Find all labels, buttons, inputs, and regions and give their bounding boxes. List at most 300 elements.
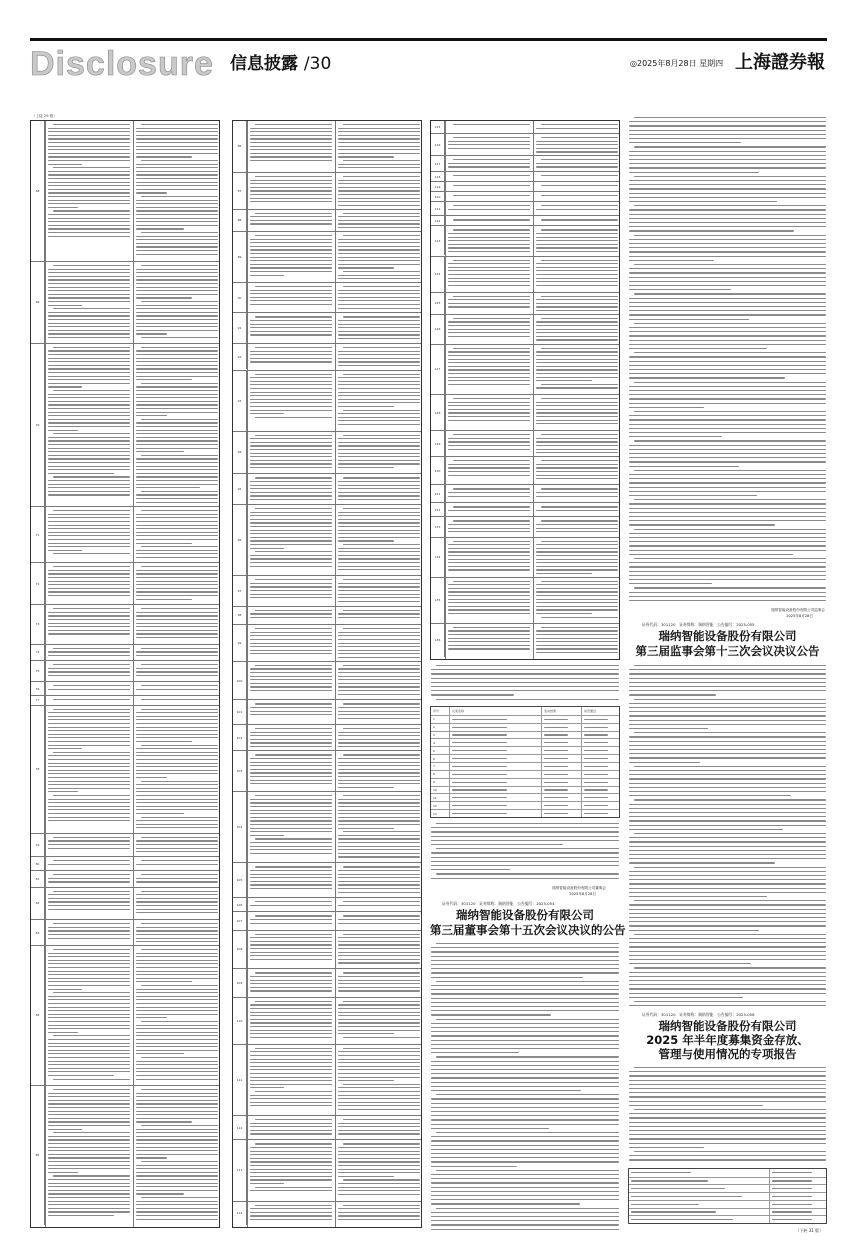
- text-line: [48, 626, 130, 627]
- text-line: [136, 651, 218, 652]
- text-line: [338, 765, 420, 766]
- text-line: [136, 840, 218, 841]
- text-line: [343, 728, 420, 729]
- table-cell: 是否通过: [581, 707, 621, 715]
- text-line: [136, 581, 218, 582]
- text-line: [629, 745, 826, 746]
- table-cell: [581, 771, 621, 778]
- text-line: [629, 711, 826, 712]
- text-line: [250, 806, 332, 807]
- text-line: [338, 1033, 394, 1034]
- text-line: [338, 990, 420, 991]
- text-line: [338, 769, 420, 770]
- text-line: [48, 770, 130, 771]
- text-line: [431, 682, 619, 683]
- text-line: [536, 362, 618, 363]
- text-line: [250, 194, 332, 195]
- text-line: [136, 535, 218, 536]
- text-line: [48, 1136, 130, 1137]
- text-line: [452, 766, 507, 767]
- text-line: [255, 347, 332, 348]
- text-line: [544, 782, 568, 783]
- text-line: [584, 742, 608, 743]
- text-line: [338, 672, 420, 673]
- text-line: [136, 553, 218, 554]
- text-line: [448, 471, 530, 472]
- text-line: [338, 1190, 420, 1191]
- text-line: [48, 333, 130, 334]
- text-line: [136, 550, 218, 551]
- text-line: [48, 1172, 78, 1173]
- text-line: [448, 332, 530, 333]
- original-clause-cell: [249, 702, 333, 721]
- table-cell: [581, 794, 621, 801]
- text-line: [338, 1062, 420, 1063]
- text-line: [48, 494, 130, 495]
- text-line: [250, 597, 332, 598]
- table-header-row: [431, 707, 619, 715]
- text-line: [48, 1211, 130, 1212]
- text-line: [48, 525, 130, 526]
- text-line: [629, 963, 751, 964]
- text-line: [136, 469, 218, 470]
- text-line: [338, 780, 420, 781]
- notice-body-text: [430, 942, 620, 1232]
- text-line: [136, 372, 218, 373]
- text-line: [431, 869, 510, 870]
- revised-clause-cell: [337, 578, 421, 604]
- original-clause-cell: [447, 580, 531, 621]
- text-line: [250, 460, 332, 461]
- table-row: [31, 562, 219, 604]
- text-line: [338, 1215, 420, 1216]
- text-line: [536, 151, 618, 152]
- text-line: [338, 463, 420, 464]
- text-line: [431, 1229, 619, 1230]
- text-line: [136, 458, 218, 459]
- text-line: [141, 709, 218, 710]
- text-line: [136, 131, 218, 132]
- text-line: [136, 981, 192, 982]
- text-line: [136, 1050, 218, 1051]
- text-line: [629, 436, 722, 437]
- text-line: [48, 755, 130, 756]
- text-line: [136, 1165, 218, 1166]
- original-clause-cell: [249, 609, 333, 622]
- text-line: [250, 762, 332, 763]
- table-row: [31, 261, 219, 343]
- text-line: [536, 602, 618, 603]
- table-cell: [449, 755, 541, 762]
- text-line: [431, 1086, 619, 1087]
- text-line: [136, 623, 218, 624]
- text-line: [544, 742, 568, 743]
- text-line: [48, 595, 130, 596]
- revised-clause-cell: [135, 922, 219, 943]
- text-line: [536, 475, 618, 476]
- text-line: [48, 960, 130, 961]
- original-clause-cell: [47, 565, 131, 602]
- text-line: [541, 137, 618, 138]
- text-line: [431, 1048, 619, 1049]
- text-line: [629, 432, 826, 433]
- text-line: [48, 748, 82, 749]
- revised-clause-cell: [337, 727, 421, 748]
- table-row: [431, 762, 619, 770]
- table-cell: [449, 787, 541, 794]
- text-line: [448, 634, 530, 635]
- text-line: [141, 1125, 218, 1126]
- text-line: [338, 1059, 420, 1060]
- text-line: [431, 840, 619, 841]
- text-line: [544, 797, 568, 798]
- revised-clause-cell: [135, 948, 219, 1083]
- text-line: [431, 1220, 619, 1221]
- text-line: [338, 164, 420, 165]
- text-line: [250, 142, 332, 143]
- text-line: [48, 323, 130, 324]
- text-line: [338, 384, 420, 385]
- table-cell: [449, 739, 541, 746]
- row-number: 112: [233, 1116, 247, 1139]
- text-line: [250, 183, 332, 184]
- text-line: [629, 319, 749, 320]
- text-line: [629, 715, 826, 716]
- text-line: [136, 294, 218, 295]
- text-line: [629, 390, 826, 391]
- text-line: [629, 554, 793, 555]
- table-row: [31, 887, 219, 920]
- text-line: [48, 358, 130, 359]
- text-line: [250, 320, 332, 321]
- text-line: [536, 263, 618, 264]
- text-line: [48, 971, 130, 972]
- table-cell: 5: [433, 748, 435, 753]
- row-number: 95: [233, 474, 247, 504]
- original-clause-cell: [249, 1047, 333, 1113]
- original-clause-cell: [249, 212, 333, 229]
- text-line: [48, 1093, 130, 1094]
- text-line: [53, 265, 130, 266]
- text-line: [629, 988, 826, 989]
- text-line: [250, 635, 332, 636]
- text-line: [536, 329, 618, 330]
- text-line: [250, 820, 332, 821]
- text-line: [452, 719, 507, 720]
- text-line: [338, 1077, 420, 1078]
- text-line: [338, 601, 420, 602]
- text-line: [141, 1197, 218, 1198]
- text-line: [629, 707, 826, 708]
- text-line: [453, 318, 530, 319]
- original-clause-cell: [249, 346, 333, 367]
- text-line: [136, 1032, 218, 1033]
- text-line: [338, 424, 420, 425]
- fund-usage-table: [628, 1168, 827, 1224]
- text-line: [136, 956, 218, 957]
- table-row: [431, 623, 619, 657]
- text-line: [136, 1025, 218, 1026]
- notice-2-company-name: 瑞纳智能设备股份有限公司: [658, 1019, 797, 1033]
- text-line: [629, 306, 826, 307]
- text-line: [48, 473, 114, 474]
- text-line: [338, 1154, 420, 1155]
- text-line: [136, 791, 218, 792]
- text-line: [136, 716, 218, 717]
- text-line: [48, 689, 130, 690]
- text-line: [772, 1188, 812, 1189]
- table-row: [233, 724, 421, 750]
- text-line: [634, 867, 826, 868]
- text-line: [48, 171, 130, 172]
- notice-2-meta: 证券代码：301120 证券简称：瑞纳智能 公告编号：2025-056: [642, 1012, 755, 1017]
- text-line: [536, 478, 618, 479]
- text-line: [338, 537, 420, 538]
- text-line: [629, 1143, 826, 1144]
- text-line: [136, 517, 218, 518]
- text-line: [629, 398, 826, 399]
- revised-clause-cell: [135, 565, 219, 602]
- text-line: [136, 795, 218, 796]
- text-line: [48, 981, 130, 982]
- text-line: [338, 639, 420, 640]
- text-line: [136, 376, 218, 377]
- text-line: [629, 673, 826, 674]
- text-line: [431, 686, 619, 687]
- text-line: [250, 456, 332, 457]
- text-line: [136, 1114, 218, 1115]
- text-line: [436, 848, 619, 849]
- text-line: [536, 321, 618, 322]
- text-line: [629, 209, 826, 210]
- text-line: [250, 239, 332, 240]
- text-line: [136, 1183, 218, 1184]
- text-line: [136, 615, 218, 616]
- text-line: [338, 278, 420, 279]
- text-line: [448, 416, 530, 417]
- text-line: [136, 813, 184, 814]
- text-line: [338, 707, 420, 708]
- text-line: [338, 849, 420, 850]
- text-line: [338, 402, 420, 403]
- text-line: [250, 187, 332, 188]
- text-line: [250, 257, 332, 258]
- text-line: [48, 570, 130, 571]
- table-cell: [449, 763, 541, 770]
- text-line: [452, 734, 507, 735]
- table-cell: [769, 1169, 828, 1177]
- table-cell: 序号: [433, 708, 440, 713]
- text-line: [141, 891, 218, 892]
- revised-clause-cell: [535, 158, 619, 169]
- text-line: [629, 592, 826, 593]
- revised-clause-cell: [135, 1088, 219, 1223]
- text-line: [338, 481, 420, 482]
- text-line: [448, 263, 530, 264]
- text-line: [250, 1015, 332, 1016]
- text-line: [338, 594, 420, 595]
- text-line: [448, 464, 530, 465]
- text-line: [338, 327, 420, 328]
- text-line: [136, 734, 218, 735]
- text-line: [338, 919, 420, 920]
- table-row: [233, 312, 421, 343]
- text-line: [250, 1169, 332, 1170]
- text-line: [452, 774, 507, 775]
- table-row: [629, 1200, 826, 1208]
- revised-clause-cell: [135, 890, 219, 918]
- text-line: [48, 294, 130, 295]
- text-line: [338, 711, 420, 712]
- text-line: [48, 1139, 130, 1140]
- text-line: [250, 399, 332, 400]
- revised-clause-cell: [135, 123, 219, 259]
- text-line: [255, 435, 332, 436]
- text-line: [629, 980, 826, 981]
- table-cell: 议案名称: [449, 707, 541, 715]
- text-line: [629, 921, 826, 922]
- text-line: [541, 260, 618, 261]
- text-line: [136, 824, 218, 825]
- text-line: [536, 402, 618, 403]
- text-line: [629, 566, 826, 567]
- table-cell: [769, 1209, 828, 1216]
- text-line: [584, 766, 608, 767]
- text-line: [53, 923, 130, 924]
- text-line: [136, 466, 218, 467]
- text-line: [629, 508, 826, 509]
- text-line: [431, 1073, 619, 1074]
- text-line: [431, 1224, 619, 1225]
- text-line: [338, 820, 420, 821]
- text-line: [634, 1151, 826, 1152]
- text-line: [250, 590, 332, 591]
- text-line: [431, 968, 619, 969]
- table-cell: [629, 1178, 769, 1185]
- revised-clause-cell: [135, 647, 219, 658]
- text-line: [338, 787, 394, 788]
- table-cell: [449, 724, 541, 731]
- text-line: [250, 290, 332, 291]
- text-line: [338, 1183, 420, 1184]
- text-line: [338, 239, 420, 240]
- table-row: [31, 919, 219, 945]
- text-line: [629, 600, 826, 601]
- text-line: [136, 386, 218, 387]
- text-line: [250, 463, 332, 464]
- row-number: 128: [431, 395, 445, 430]
- text-line: [255, 551, 332, 552]
- text-line: [431, 1077, 619, 1078]
- text-line: [48, 203, 130, 204]
- text-line: [436, 1094, 619, 1095]
- text-line: [250, 1151, 332, 1152]
- text-line: [536, 128, 618, 129]
- text-line: [448, 355, 530, 356]
- text-line: [629, 121, 826, 122]
- text-line: [431, 977, 583, 978]
- text-line: [772, 1180, 812, 1181]
- text-line: [338, 657, 420, 658]
- text-line: [48, 802, 130, 803]
- text-line: [629, 825, 826, 826]
- text-line: [338, 526, 420, 527]
- text-line: [629, 478, 826, 479]
- text-line: [338, 1087, 420, 1088]
- text-line: [250, 351, 332, 352]
- text-line: [452, 750, 507, 751]
- text-line: [448, 551, 530, 552]
- text-line: [48, 799, 130, 800]
- text-line: [343, 628, 420, 629]
- text-line: [136, 390, 218, 391]
- text-line: [448, 237, 530, 238]
- text-line: [629, 875, 826, 876]
- row-number: 121: [431, 202, 445, 215]
- text-line: [431, 1111, 619, 1112]
- text-line: [452, 782, 507, 783]
- text-line: [536, 652, 618, 653]
- text-line: [629, 753, 826, 754]
- text-line: [431, 1140, 619, 1141]
- table-row: [431, 394, 619, 430]
- amendment-table-2: [232, 120, 422, 1228]
- text-line: [53, 433, 130, 434]
- vote-results-table: [430, 706, 620, 818]
- text-line: [250, 746, 332, 747]
- text-line: [343, 1119, 420, 1120]
- text-line: [536, 531, 618, 532]
- text-line: [431, 1006, 619, 1007]
- text-line: [136, 498, 218, 499]
- text-line: [452, 797, 507, 798]
- text-line: [536, 452, 618, 453]
- table-cell: [769, 1216, 828, 1223]
- text-line: [250, 1062, 332, 1063]
- text-line: [338, 358, 420, 359]
- table-row: [431, 191, 619, 201]
- text-line: [338, 264, 420, 265]
- text-line: [141, 648, 218, 649]
- row-number: 116: [431, 134, 445, 155]
- table-cell: [581, 747, 621, 754]
- text-line: [48, 840, 130, 841]
- text-line: [629, 457, 826, 458]
- text-line: [136, 1186, 218, 1187]
- text-line: [629, 142, 741, 143]
- row-number: 120: [431, 192, 445, 201]
- text-line: [544, 805, 568, 806]
- text-line: [53, 390, 130, 391]
- text-line: [338, 257, 420, 258]
- text-line: [338, 1073, 420, 1074]
- text-line: [136, 1064, 218, 1065]
- text-line: [250, 485, 332, 486]
- text-line: [136, 451, 184, 452]
- table-row: [31, 681, 219, 695]
- original-clause-cell: [47, 264, 131, 341]
- original-clause-cell: [47, 607, 131, 642]
- text-line: [48, 791, 78, 792]
- text-line: [48, 397, 130, 398]
- text-line: [343, 286, 420, 287]
- text-line: [250, 783, 332, 784]
- text-line: [338, 802, 420, 803]
- text-line: [48, 189, 130, 190]
- text-line: [250, 198, 332, 199]
- text-line: [48, 365, 130, 366]
- table-row: [431, 456, 619, 484]
